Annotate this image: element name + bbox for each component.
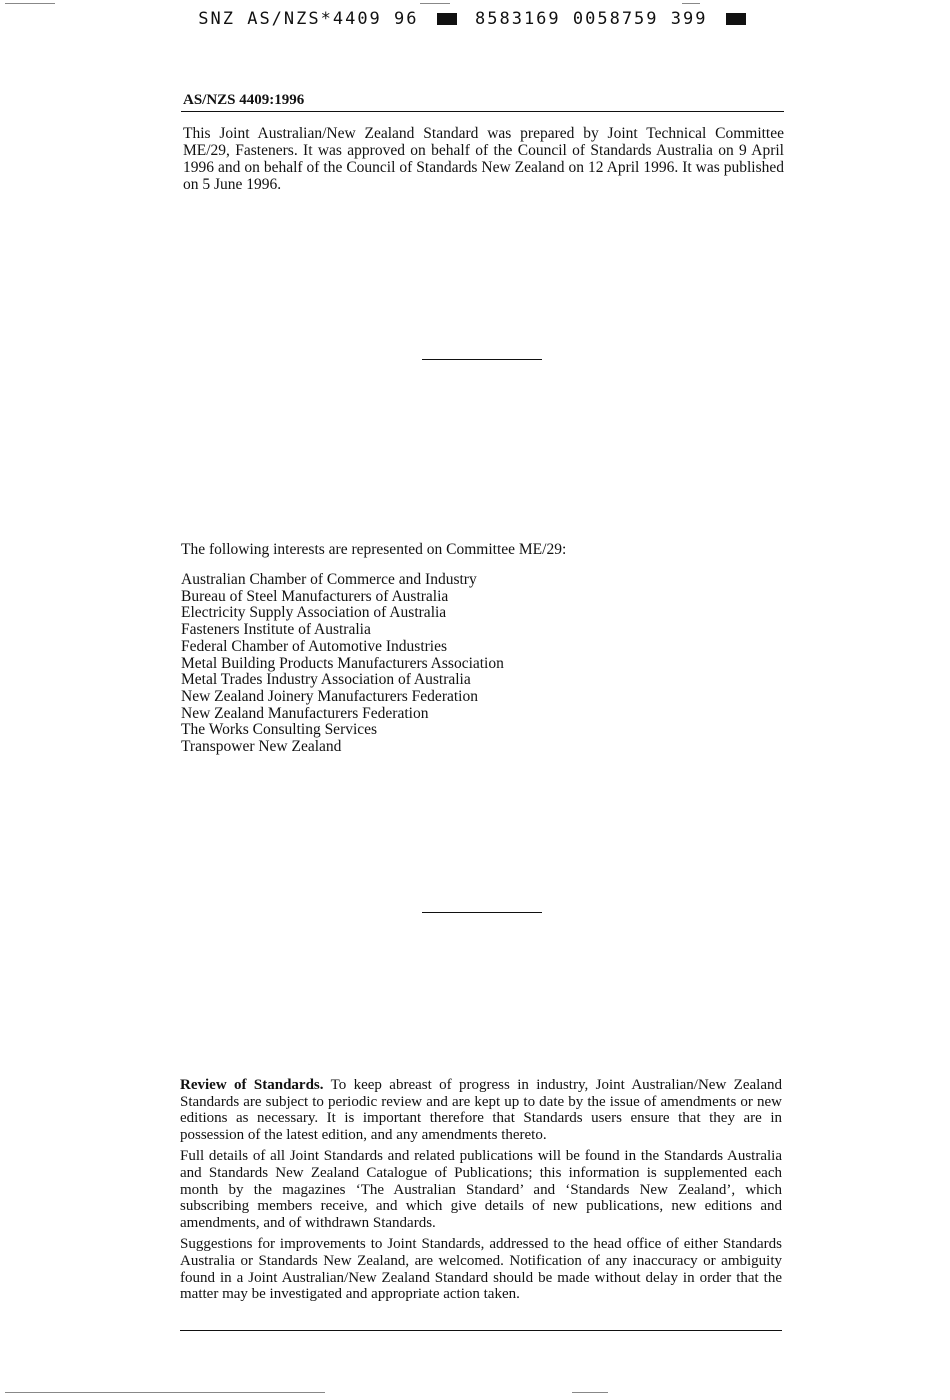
preparation-note: This Joint Australian/New Zealand Standard was prepared by Joint Technical Committee ME/29, Fasteners. It was approved on behalf of the Council of Standards Australia on 9 April 1996 and on behalf of the Council of Standards New Zealand on 12 April 1996. It was published on 5 June 1996.: [183, 125, 784, 193]
list-item: The Works Consulting Services: [181, 721, 378, 739]
scan-artifact: [420, 3, 450, 4]
list-item: Fasteners Institute of Australia: [181, 621, 371, 639]
scan-artifact: [682, 3, 700, 4]
top-rule: [181, 111, 784, 112]
scan-artifact: [5, 1392, 325, 1393]
review-paragraph: Suggestions for improvements to Joint Standards, addressed to the head office of either Standards Australia or Standards New Zealand, are welcomed. Notification of any inaccuracy or ambiguity found in a Joint Australian/New Zealand Standard should be made without delay in order that the matter may be investigated and appropriate action taken.: [180, 1236, 782, 1303]
review-heading: Review of Standards.: [180, 1077, 324, 1093]
code-right: 8583169 0058759 399: [475, 9, 708, 29]
scan-artifact: [5, 3, 55, 4]
review-paragraph: [180, 1077, 782, 1143]
document-control-code: [0, 9, 950, 29]
list-item: Federal Chamber of Automotive Industries: [181, 637, 448, 655]
review-paragraph: Full details of all Joint Standards and related publications will be found in the Standards Australia and Standards New Zealand Catalogue of Publications; this information is supplemented each month by the magazines ‘The Australian Standard’ and ‘Standards New Zealand’, which subscribing members receive, and which give details of new publications, new editions and amendments, and of withdrawn Standards.: [180, 1148, 782, 1231]
list-item: Bureau of Steel Manufacturers of Australia: [181, 587, 449, 605]
list-item: Metal Trades Industry Association of Australia: [181, 671, 471, 689]
standard-number: AS/NZS 4409:1996: [183, 92, 305, 108]
scan-artifact: [572, 1392, 608, 1393]
committee-interests-list: [181, 572, 504, 756]
review-text: To keep abreast of progress in industry, Joint Australian/New Zealand Standards are subject to periodic review and are kept up to date by the issue of amendments or new editions as necessary. It is important therefore that Standards users ensure that they are in possession of the latest edition, and any amendments thereto.: [180, 1077, 782, 1143]
list-item: New Zealand Manufacturers Federation: [181, 704, 429, 722]
redaction-block-icon: [437, 13, 457, 25]
section-divider: [422, 359, 542, 360]
list-item: Australian Chamber of Commerce and Industry: [181, 571, 477, 588]
review-of-standards: [180, 1077, 782, 1308]
list-item: Transpower New Zealand: [181, 738, 342, 756]
committee-intro: The following interests are represented on Committee ME/29:: [181, 541, 567, 558]
redaction-block-icon: [726, 13, 746, 25]
list-item: Electricity Supply Association of Australia: [181, 604, 447, 622]
section-divider: [422, 912, 542, 913]
list-item: Metal Building Products Manufacturers Association: [181, 654, 504, 672]
list-item: New Zealand Joinery Manufacturers Federation: [181, 687, 478, 705]
code-left: SNZ AS/NZS*4409 96: [198, 9, 419, 29]
bottom-rule: [180, 1330, 782, 1331]
